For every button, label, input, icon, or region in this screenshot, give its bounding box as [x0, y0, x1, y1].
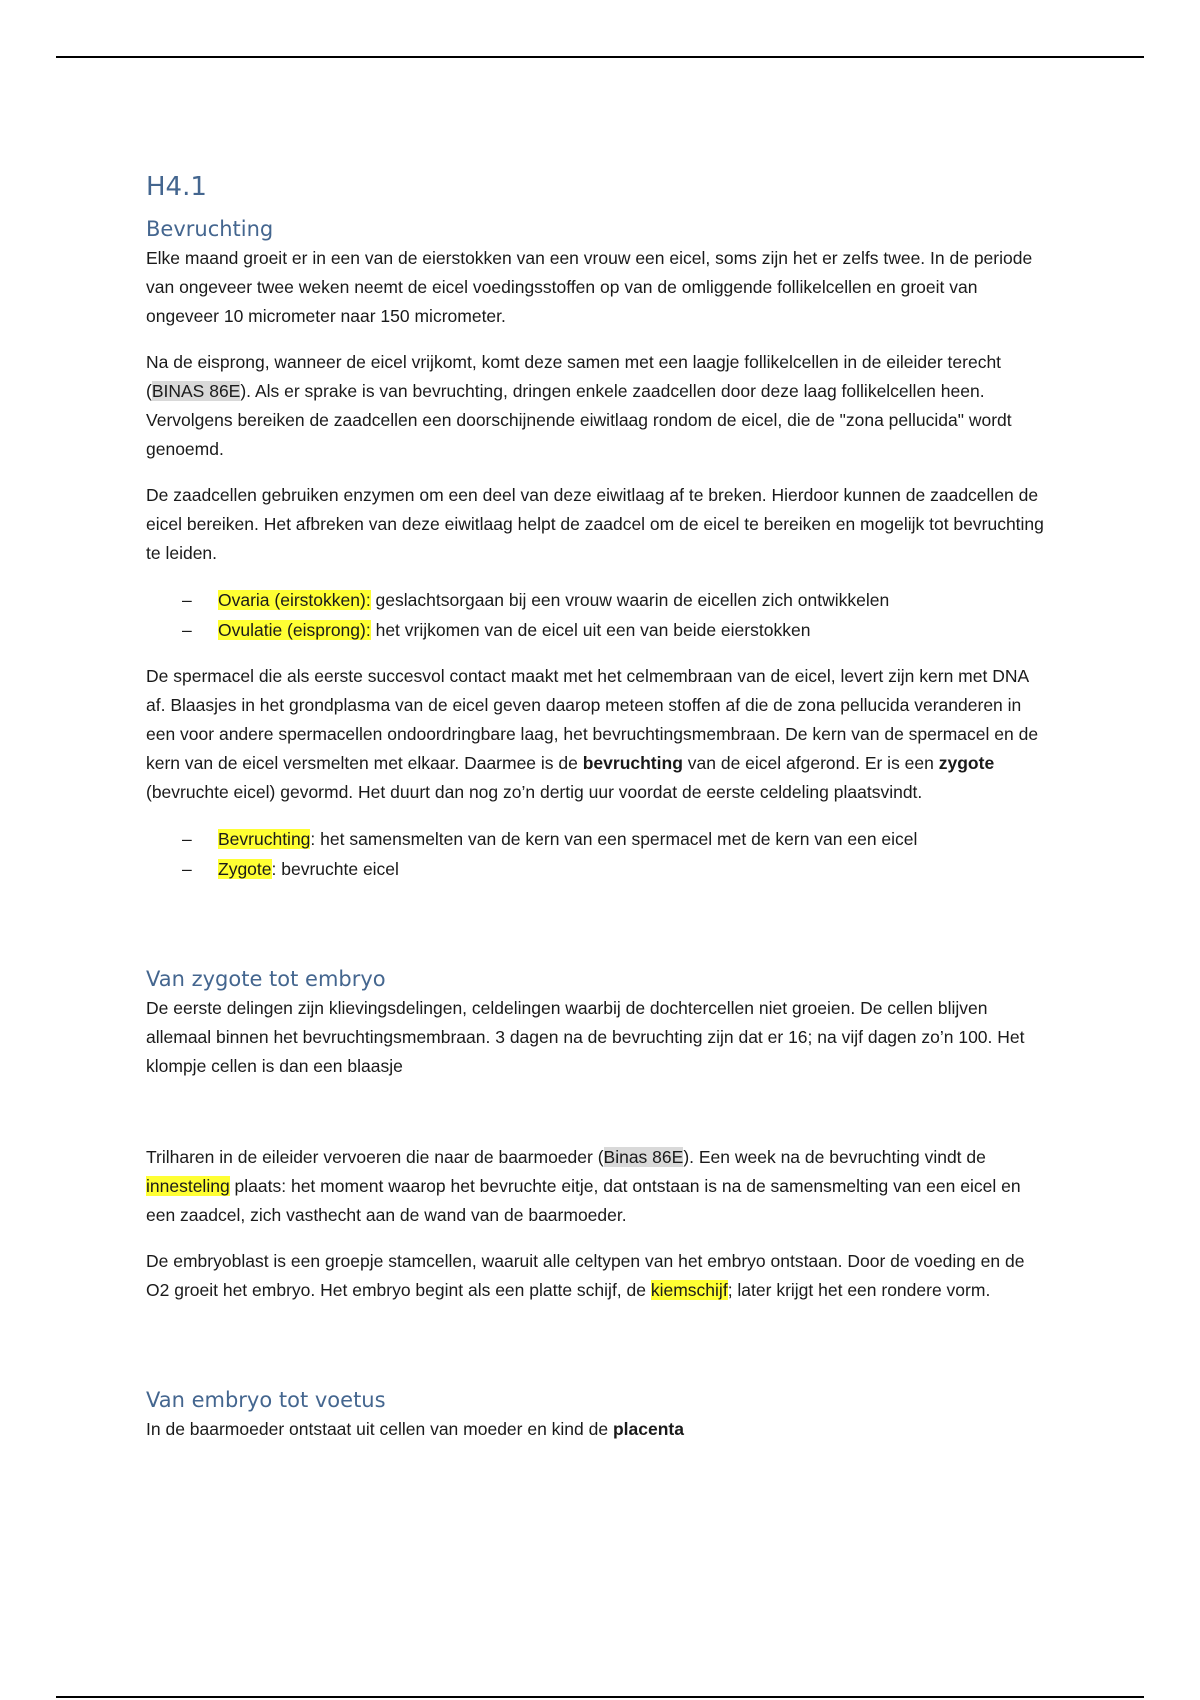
- highlighted-term: Ovulatie (eisprong):: [218, 620, 371, 640]
- paragraph: Elke maand groeit er in een van de eierstokken van een vrouw een eicel, soms zijn het er zelfs twee. In de periode van ongeveer twee weken neemt de eicel voedingsstoffen op van de omliggende follikelcellen en groeit van ongeveer 10 micrometer naar 150 micrometer.: [146, 248, 1033, 326]
- paragraph: Na de eisprong, wanneer de eicel vrijkomt, komt deze samen met een laagje follikelcellen in de eileider terecht (BINAS 86E). Als er sprake is van bevruchting, dringen enkele zaadcellen door deze laag follikelcellen heen. Vervolgens bereiken de zaadcellen een doorschijnende eiwitlaag rondom de eicel, die de "zona pellucida" wordt genoemd.: [146, 352, 1012, 459]
- paragraph: De embryoblast is een groepje stamcellen, waaruit alle celtypen van het embryo ontstaan. Door de voeding en de O2 groeit het embryo. Het embryo begint als een platte schijf, de kiemschijf; later krijgt het een rondere vorm.: [146, 1251, 1025, 1300]
- paragraph: De spermacel die als eerste succesvol contact maakt met het celmembraan van de eicel, levert zijn kern met DNA af. Blaasjes in het grondplasma van de eicel geven daarop meteen stoffen af die de zona pellucida veranderen in een voor andere spermacellen ondoordringbare laag, het bevruchtingsmembraan. De kern van de spermacel en de kern van de eicel versmelten met elkaar. Daarmee is de bevruchting van de eicel afgerond. Er is een zygote (bevruchte eicel) gevormd. Het duurt dan nog zo’n dertig uur voordat de eerste celdeling plaatsvindt.: [146, 666, 1039, 802]
- definition-list: [146, 824, 1046, 884]
- paragraph: In de baarmoeder ontstaat uit cellen van moeder en kind de placenta: [146, 1419, 684, 1439]
- chapter-heading: H4.1: [146, 172, 207, 202]
- document-body: [146, 170, 1046, 1461]
- bold-term: zygote: [938, 753, 995, 773]
- list-item: – Ovaria (eirstokken): geslachtsorgaan bij een vrouw waarin de eicellen zich ontwikkelen: [182, 585, 1046, 615]
- list-item: – Ovulatie (eisprong): het vrijkomen van de eicel uit een van beide eierstokken: [182, 615, 1046, 645]
- binas-reference: BINAS 86E: [151, 381, 241, 401]
- paragraph: Trilharen in de eileider vervoeren die naar de baarmoeder (Binas 86E). Een week na de bevruchting vindt de innesteling plaats: het moment waarop het bevruchte eitje, dat ontstaan is na de samensmelting van een eicel en een zaadcel, zich vasthecht aan de wand van de baarmoeder.: [146, 1147, 1021, 1225]
- header-rule: [56, 56, 1144, 58]
- paragraph: De eerste delingen zijn klievingsdelingen, celdelingen waarbij de dochtercellen niet groeien. De cellen blijven allemaal binnen het bevruchtingsmembraan. 3 dagen na de bevruchting zijn dat er 16; na vijf dagen zo’n 100. Het klompje cellen is dan een blaasje: [146, 998, 1025, 1076]
- binas-reference: Binas 86E: [603, 1147, 684, 1167]
- section-title-zygote: Van zygote tot embryo: [146, 967, 386, 991]
- highlighted-term: Ovaria (eirstokken):: [218, 590, 371, 610]
- highlighted-term: innesteling: [146, 1176, 230, 1196]
- list-item: – Bevruchting: het samensmelten van de kern van een spermacel met de kern van een eicel: [182, 824, 1046, 854]
- definition-list: [146, 585, 1046, 645]
- list-item: – Zygote: bevruchte eicel: [182, 854, 1046, 884]
- paragraph: De zaadcellen gebruiken enzymen om een deel van deze eiwitlaag af te breken. Hierdoor kunnen de zaadcellen de eicel bereiken. Het afbreken van deze eiwitlaag helpt de zaadcel om de eicel te bereiken en mogelijk tot bevruchting te leiden.: [146, 485, 1044, 563]
- bold-term: placenta: [612, 1419, 684, 1439]
- highlighted-term: Bevruchting: [218, 829, 311, 849]
- bold-term: bevruchting: [582, 753, 683, 773]
- highlighted-term: Zygote: [218, 859, 272, 879]
- footer-rule: [56, 1696, 1144, 1698]
- section-title-bevruchting: Bevruchting: [146, 217, 274, 241]
- section-title-voetus: Van embryo tot voetus: [146, 1388, 386, 1412]
- highlighted-term: kiemschijf: [650, 1280, 728, 1300]
